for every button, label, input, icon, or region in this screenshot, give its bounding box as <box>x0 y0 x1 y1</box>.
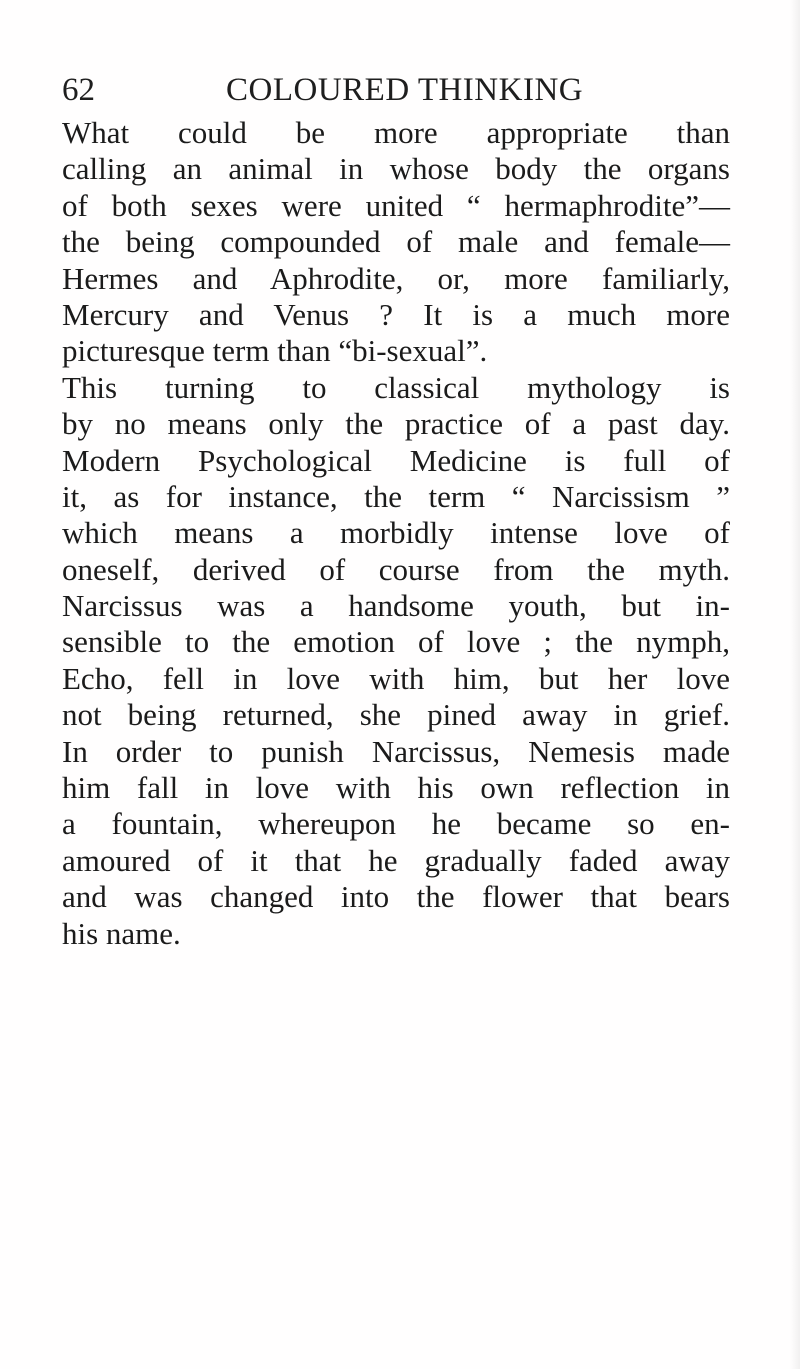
text-line: and was changed into the flower that bears <box>62 879 730 915</box>
text-line: by no means only the practice of a past day. <box>62 406 730 442</box>
text-line: amoured of it that he gradually faded away <box>62 842 730 878</box>
text-line: a fountain, whereupon he became so en- <box>62 806 730 842</box>
text-line: Narcissus was a handsome youth, but in- <box>62 588 730 624</box>
text-line: not being returned, she pined away in grief. <box>62 697 730 733</box>
text-line: his name. <box>62 915 181 951</box>
text-line: oneself, derived of course from the myth. <box>62 551 730 587</box>
body-text <box>62 115 730 952</box>
text-line: Mercury and Venus ? It is a much more <box>62 296 730 332</box>
text-line: Hermes and Aphrodite, or, more familiarly, <box>62 260 730 296</box>
page-edge-shadow <box>790 0 800 1369</box>
text-line: the being compounded of male and female— <box>62 224 730 260</box>
text-line: Modern Psychological Medicine is full of <box>62 442 730 478</box>
text-line: sensible to the emotion of love ; the nymph, <box>62 624 730 660</box>
text-line: which means a morbidly intense love of <box>62 515 730 551</box>
chapter-title: COLOURED THINKING <box>226 72 584 108</box>
running-head <box>62 70 742 114</box>
text-line: In order to punish Narcissus, Nemesis made <box>62 733 730 769</box>
page-number: 62 <box>62 72 95 108</box>
text-line: picturesque term than “bi-sexual”. <box>62 333 488 369</box>
text-line: This turning to classical mythology is <box>62 369 730 405</box>
text-line: calling an animal in whose body the organs <box>62 151 730 187</box>
text-line: of both sexes were united “ hermaphrodite”— <box>62 187 730 223</box>
text-line: it, as for instance, the term “ Narcissism ” <box>62 478 730 514</box>
text-line: What could be more appropriate than <box>62 115 730 150</box>
text-line: him fall in love with his own reflection in <box>62 770 730 806</box>
text-line: Echo, fell in love with him, but her love <box>62 660 730 696</box>
